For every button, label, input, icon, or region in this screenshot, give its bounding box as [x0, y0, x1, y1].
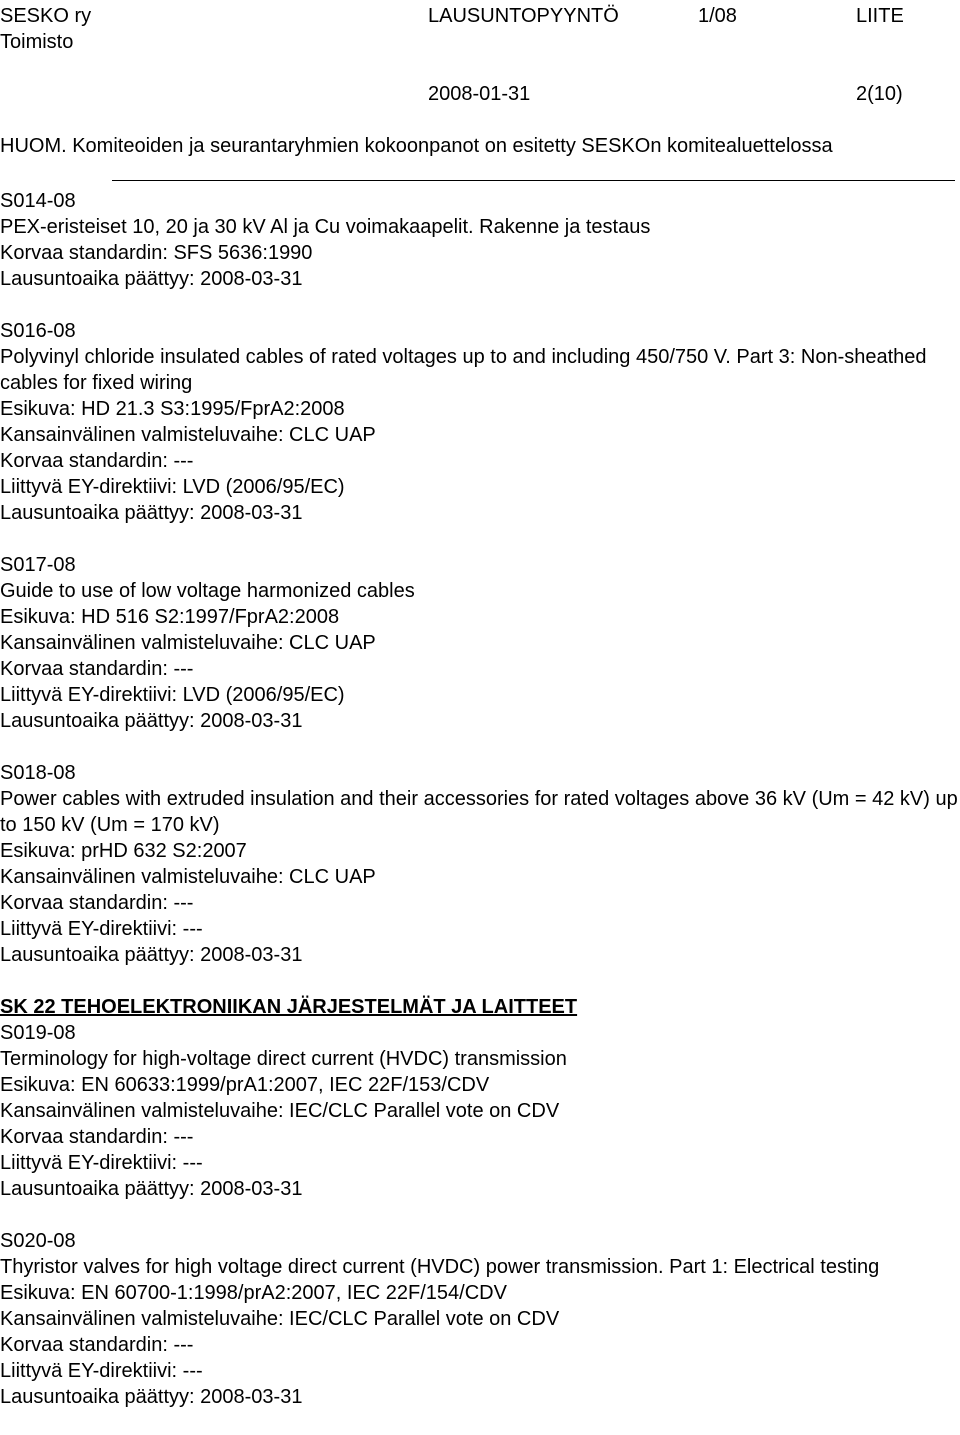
item-replaces: Korvaa standardin: ---	[0, 892, 194, 914]
standard-item	[0, 1020, 960, 1202]
item-id: S018-08	[0, 762, 76, 784]
header-date: 2008-01-31	[428, 83, 531, 105]
item-reference: Esikuva: HD 21.3 S3:1995/FprA2:2008	[0, 398, 345, 420]
item-replaces: Korvaa standardin: ---	[0, 658, 194, 680]
standard-item	[0, 552, 960, 734]
item-stage: Kansainvälinen valmisteluvaihe: IEC/CLC Parallel vote on CDV	[0, 1308, 560, 1330]
header-doc-number: 1/08	[698, 5, 737, 27]
item-reference: Esikuva: EN 60700-1:1998/prA2:2007, IEC 22F/154/CDV	[0, 1282, 507, 1304]
item-deadline: Lausuntoaika päättyy: 2008-03-31	[0, 944, 303, 966]
item-deadline: Lausuntoaika päättyy: 2008-03-31	[0, 710, 303, 732]
item-stage: Kansainvälinen valmisteluvaihe: CLC UAP	[0, 866, 376, 888]
item-title: Polyvinyl chloride insulated cables of rated voltages up to and including 450/750 V. Part 3: Non-sheathed cables for fixed wiring	[0, 346, 927, 394]
item-title: Thyristor valves for high voltage direct current (HVDC) power transmission. Part 1: Electrical testing	[0, 1256, 880, 1278]
standard-item	[0, 318, 960, 526]
item-directive: Liittyvä EY-direktiivi: ---	[0, 1360, 203, 1382]
header-attachment: LIITE	[856, 5, 904, 27]
item-title: Power cables with extruded insulation and their accessories for rated voltages above 36 kV (Um = 42 kV) up to 150 kV (Um = 170 kV)	[0, 788, 958, 836]
item-deadline: Lausuntoaika päättyy: 2008-03-31	[0, 268, 303, 290]
section-heading: SK 22 TEHOELEKTRONIIKAN JÄRJESTELMÄT JA LAITTEET	[0, 996, 578, 1018]
item-title: Terminology for high-voltage direct current (HVDC) transmission	[0, 1048, 567, 1070]
item-deadline: Lausuntoaika päättyy: 2008-03-31	[0, 1386, 303, 1408]
item-stage: Kansainvälinen valmisteluvaihe: CLC UAP	[0, 632, 376, 654]
item-stage: Kansainvälinen valmisteluvaihe: CLC UAP	[0, 424, 376, 446]
item-reference: Esikuva: prHD 632 S2:2007	[0, 840, 247, 862]
header-org: SESKO ry	[0, 5, 92, 27]
item-id: S020-08	[0, 1230, 76, 1252]
item-replaces: Korvaa standardin: ---	[0, 450, 194, 472]
item-directive: Liittyvä EY-direktiivi: LVD (2006/95/EC)	[0, 476, 345, 498]
item-replaces: Korvaa standardin: ---	[0, 1126, 194, 1148]
item-id: S017-08	[0, 554, 76, 576]
separator-line	[112, 180, 955, 181]
document-content	[0, 188, 960, 1410]
standard-item	[0, 188, 960, 292]
standard-item	[0, 1228, 960, 1410]
item-deadline: Lausuntoaika päättyy: 2008-03-31	[0, 1178, 303, 1200]
item-id: S019-08	[0, 1022, 76, 1044]
item-deadline: Lausuntoaika päättyy: 2008-03-31	[0, 502, 303, 524]
header-page-number: 2(10)	[856, 83, 903, 105]
standard-item	[0, 760, 960, 968]
header-unit: Toimisto	[0, 31, 74, 53]
item-stage: Kansainvälinen valmisteluvaihe: IEC/CLC Parallel vote on CDV	[0, 1100, 560, 1122]
item-id: S014-08	[0, 190, 76, 212]
item-reference: Esikuva: EN 60633:1999/prA1:2007, IEC 22F/153/CDV	[0, 1074, 490, 1096]
item-directive: Liittyvä EY-direktiivi: ---	[0, 918, 203, 940]
item-replaces: Korvaa standardin: SFS 5636:1990	[0, 242, 313, 264]
item-directive: Liittyvä EY-direktiivi: LVD (2006/95/EC)	[0, 684, 345, 706]
item-title: PEX-eristeiset 10, 20 ja 30 kV Al ja Cu voimakaapelit. Rakenne ja testaus	[0, 216, 651, 238]
item-replaces: Korvaa standardin: ---	[0, 1334, 194, 1356]
item-title: Guide to use of low voltage harmonized cables	[0, 580, 415, 602]
item-reference: Esikuva: HD 516 S2:1997/FprA2:2008	[0, 606, 340, 628]
item-id: S016-08	[0, 320, 76, 342]
item-directive: Liittyvä EY-direktiivi: ---	[0, 1152, 203, 1174]
note-text: HUOM. Komiteoiden ja seurantaryhmien kokoonpanot on esitetty SESKOn komitealuettelossa	[0, 135, 833, 157]
header-doc-type: LAUSUNTOPYYNTÖ	[428, 5, 619, 27]
